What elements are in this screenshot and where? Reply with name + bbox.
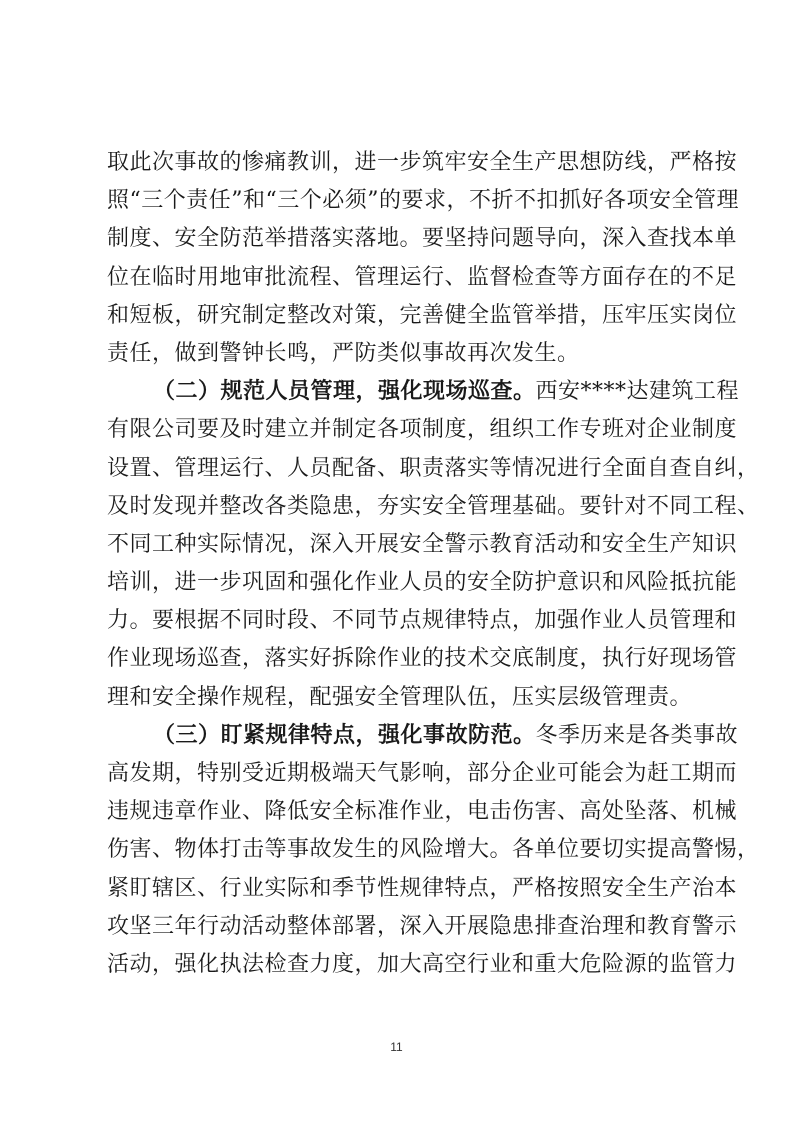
text-line: 及时发现并整改各类隐患，夯实安全管理基础。要针对不同工程、 — [107, 493, 760, 519]
text-line: 高发期，特别受近期极端天气影响，部分企业可能会为赶工期而 — [107, 761, 738, 786]
text-line: 培训，进一步巩固和强化作业人员的安全防护意识和风险抵抗能 — [107, 570, 738, 596]
text-line: 力。要根据不同时段、不同节点规律特点，加强作业人员管理和 — [107, 608, 738, 634]
text-line: 理和安全操作规程，配强安全管理队伍，压实层级管理责。 — [107, 684, 693, 710]
paragraph-accident-prevention — [107, 717, 760, 984]
text-line: 紧盯辖区、行业实际和季节性规律特点，严格按照安全生产治本 — [107, 875, 738, 901]
text-line: 攻坚三年行动活动整体部署，深入开展隐患排查治理和教育警示 — [107, 913, 738, 939]
text-line: 和短板，研究制定整改对策，完善健全监管举措，压牢压实岗位 — [107, 302, 738, 328]
section-heading: （二）规范人员管理，强化现场巡查。 — [153, 379, 536, 405]
section-heading: （三）盯紧规律特点，强化事故防范。 — [153, 722, 536, 748]
body-text — [107, 144, 760, 984]
text-line: 设置、管理运行、人员配备、职责落实等情况进行全面自查自纠， — [107, 455, 760, 481]
text-line-rest: 冬季历来是各类事故 — [535, 722, 739, 748]
paragraph-personnel-management — [107, 373, 760, 717]
text-line: 制度、安全防范举措落实落地。要坚持问题导向，深入查找本单 — [107, 226, 738, 252]
text-line: 有限公司要及时建立并制定各项制度，组织工作专班对企业制度 — [107, 417, 738, 443]
text-line: 位在临时用地审批流程、管理运行、监督检查等方面存在的不足 — [107, 264, 738, 290]
text-line: 不同工种实际情况，深入开展安全警示教育活动和安全生产知识 — [107, 531, 738, 557]
text-line — [107, 373, 740, 411]
text-line: 取此次事故的惨痛教训，进一步筑牢安全生产思想防线，严格按 — [107, 150, 738, 175]
text-line: 活动，强化执法检查力度，加大高空行业和重大危险源的监管力 — [107, 951, 738, 977]
page-number: 11 — [390, 1040, 403, 1054]
text-line: 作业现场巡查，落实好拆除作业的技术交底制度，执行好现场管 — [107, 646, 738, 672]
text-line — [107, 717, 739, 755]
paragraph-accident-lessons — [107, 144, 739, 373]
text-line-rest: 西安****达建筑工程 — [535, 379, 740, 405]
text-line: 责任，做到警钟长鸣，严防类似事故再次发生。 — [107, 340, 580, 366]
text-line: 伤害、物体打击等事故发生的风险增大。各单位要切实提高警惕， — [107, 837, 760, 863]
text-line: 照“三个责任”和“三个必须”的要求，不折不扣抓好各项安全管理 — [107, 188, 739, 214]
text-line: 违规违章作业、降低安全标准作业，电击伤害、高处坠落、机械 — [107, 799, 738, 825]
